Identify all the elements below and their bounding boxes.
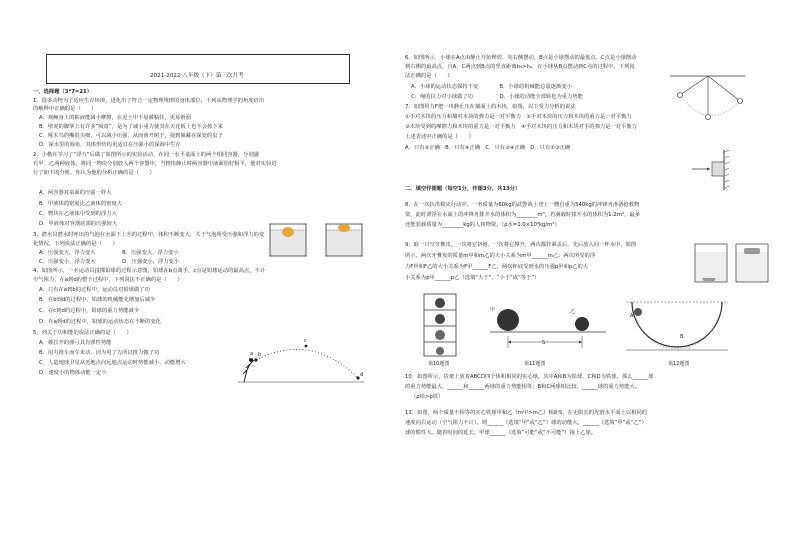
q6-option: C．绳的拉力对小球做了功 D．小球的动能全部转化为重力势能 (411, 94, 583, 100)
q4-line: 4、如图所示，一名运动员投掷铅球的过程示意图，铅球在b点离手，c点是铅球运动的最高点，不计 (33, 268, 266, 274)
q3-option: A．压强变大，浮力变大 B．压强变大，浮力变小 (39, 250, 179, 256)
q6-line: 6、如图所示，小球在A点由静止开始释放，向右侧摆动，B点是小球摆动的最低点，C点是小球摆动 (405, 55, 637, 61)
q5-option: A．被拉开的弹弓具有弹性势能 (39, 340, 112, 346)
point-b-label: b (258, 352, 262, 358)
q7-line: 上述表述中正确的是（ ） (405, 134, 474, 140)
ball-yi-label: 乙 (570, 309, 576, 315)
q1-line: 1、很多动物为了适应生存环境，进化出了符合一定物理规律的身体部位，下列从物理学的角度给出 (33, 98, 265, 104)
q4-option: B．在b到d的过程中，铅球的机械能先增加后减少 (39, 297, 156, 303)
q11-line: 球的惯性大。随着时间的延长，甲球______（选填“可能”或“不可能”）撞上乙球。 (405, 430, 597, 436)
q2-line: 2、小楷在学习了“浮力”后做了如图所示的实验活动，在同一水平桌面上的两个相同容器，分别盛 (33, 152, 260, 158)
q9-line: 所示。两次牙膏皮的质量m甲和m乙的大小关系为m甲______m乙；两次所受的浮 (405, 253, 596, 259)
shotput-figure (236, 338, 366, 388)
q8-line: 资，此时漂浮在水面上的冲锋舟排开水的体积为________m³，若满载时排开水的体积为1.2m³，最多 (405, 212, 640, 218)
q4-option: D．在a到d的过程中，铅球的运动状态在不断的变化 (39, 319, 161, 325)
point-b-label: B (680, 334, 684, 340)
q9-line: 9、取一只空牙膏皮，一次将它挤瘪，一次将它撑开，两次都拧紧盖后，先后放入同一杯水中，如图 (405, 242, 637, 248)
q4-option: A．只有在a到b的过程中，运动员对铅球做了功 (39, 287, 150, 293)
q2-option: C．物块在乙液体中受到的浮力大 (39, 211, 117, 217)
q2-option: D．甲液体对容器底部的压强较大 (39, 221, 118, 227)
exam-title: 2021-2022 八年级（下）第三次月考 (150, 73, 244, 79)
q1-line: 的解释中正确的是（ ） (33, 106, 97, 112)
point-a-label: A (630, 313, 634, 319)
q5-option: D．速度小的物体动能一定小 (39, 370, 107, 376)
point-d-label: d (360, 372, 364, 378)
distance-s-label: S (542, 340, 546, 346)
ball-jia-label: 甲 (490, 307, 496, 313)
q4-line: 空气阻力，在a到d的整个过程中，下列说法不正确的是（ ） (33, 277, 183, 283)
q10-line: （ρ铅>ρ铁） (411, 394, 444, 400)
q2-line: 有甲、乙两种液体，将同一物块分别放入两个容器中，当物块静止时两容器中液面恰好相平，他对实验进 (33, 161, 277, 167)
q3-line: 化情况，下列说法正确的是（ ） (33, 241, 118, 247)
bowl-figure (622, 294, 732, 358)
q9-line: 力F甲和F乙的大小关系为F甲______F乙；两次杯底受到水的压强p甲和p乙的大 (405, 264, 589, 270)
pendulum-figure (660, 73, 755, 128)
point-a-label: a (250, 351, 254, 357)
point-c-label: c (304, 338, 307, 344)
q5-line: 5、列关于功和能的说法正确的是（ ） (33, 330, 132, 336)
section-choice-heading: 一、选择题（3*7=21） (33, 89, 93, 95)
q6-line: 到右侧的最高点，且A，C两点到B点的竖直距离h₁>h₂，在小球从B点摆动到C点的过程中，下列说 (405, 64, 635, 70)
q3-line: 3、潜水员潜水时呼出的气泡在水面下上升的过程中，体积不断变大，关于气泡所受压强和浮力的变 (33, 232, 265, 238)
q9-line: 小关系为p甲______p乙（选填“大于”、“小于”或“等于”） (405, 275, 540, 281)
q1-option: C．啄木鸟的嘴很尖细，可以减小压强，从而凿开树干，捉到躲藏在深处的虫子 (39, 133, 223, 139)
wall-block-figure (688, 150, 738, 190)
q1-option: B．壁虎的脚掌上有许多“吸盘”，是为了减小重力使其在天花板上也不会掉下来 (39, 124, 223, 130)
q1-option: A．观鲸身上的粘液能减小摩擦，在泥土中不易被粘住，更易滑溜 (39, 115, 191, 121)
containers-figure (268, 218, 368, 258)
q7-line: 7、如图用力F把一块静止压在墙面上的木块，如图，以下受力分析的说法 (405, 104, 576, 110)
q2-option: A．两容器对桌面的压强一样大 (39, 190, 112, 196)
q7-line: A．只有②正确 B．只有④正确 C．只有③④正确 D．只有①③正确 (405, 145, 571, 151)
balls-figure (488, 306, 608, 350)
q1-option: D．深水里的海鱼，其体形结构更适宜在压强小的深海中生存 (39, 142, 181, 148)
q10-line: 10、如图所示，货架上放着ABCD四个体积相同的实心球，其中A和B为铅球，C和D为铁球，那么______球 (405, 374, 654, 380)
section-fill-heading: 二、填空作图题（每空1分，作图3分，共13分） (405, 186, 521, 192)
q6-line: 法正确的是（ ） (405, 73, 453, 79)
fig12-caption: 第12题图 (668, 361, 690, 367)
q7-line: ③木块受到的摩擦力和木块的重力是一对平衡力 ④手对木块的压力和木块对手的弹力是一对平衡力 (405, 124, 637, 130)
q6-option: A．小球的运动状态保持不变 B．小球的机械能总量逐渐变小 (411, 84, 572, 90)
q5-option: C．人造地球卫星从近地点向远地点运动时势能减小，动能增大 (39, 360, 186, 366)
shelf-figure (420, 290, 460, 358)
q4-option: C．在c到d的过程中，铅球的重力势能减少 (39, 308, 140, 314)
q2-line: 行了如下的分析，你认为他的分析正确的是（ ） (33, 170, 155, 176)
q10-line: 的重力势能最大，______和______两球的重力势能相等；B和C两球相比较，______球的重力势能大。 (405, 384, 641, 390)
fig10-caption: 第10题图 (428, 361, 450, 367)
q2-option: B．甲液体的密度比乙液体的密度大 (39, 201, 123, 207)
q3-option: C．压强变小，浮力变大 D．压强变小，浮力变小 (39, 259, 180, 265)
q11-line: 11、如图，两个质量不相等的实心铁球甲和乙（m甲>m乙）相距S，在无限长的光滑水平面上以相同的 (405, 410, 648, 416)
toothpaste-figure (692, 238, 772, 284)
q7-line: ①手对木块的压力和墙对木块的弹力是一对平衡力 ②手对木块的压力和木块的重力是一对平衡力 (405, 114, 632, 120)
q5-option: B．用力推车而车未动，因为用了力所以推力做了功 (39, 350, 160, 356)
fig11-caption: 第11题图 (524, 361, 546, 367)
q11-line: 速度向右运动（空气阻力不计）。则______（选填“甲”或“乙”）球的动能大，______（选填“甲”或“乙”） (405, 420, 647, 426)
q8-line: 还能装载质量为________kg的人和物资。（ρ水=1.0×10³kg/m³） (405, 222, 560, 228)
q8-line: 8、在一次抗洪救灾行动中，一名质量为60kg的武警战士登上一艘自重为540kg的冲锋舟准备抢救物 (405, 202, 640, 208)
